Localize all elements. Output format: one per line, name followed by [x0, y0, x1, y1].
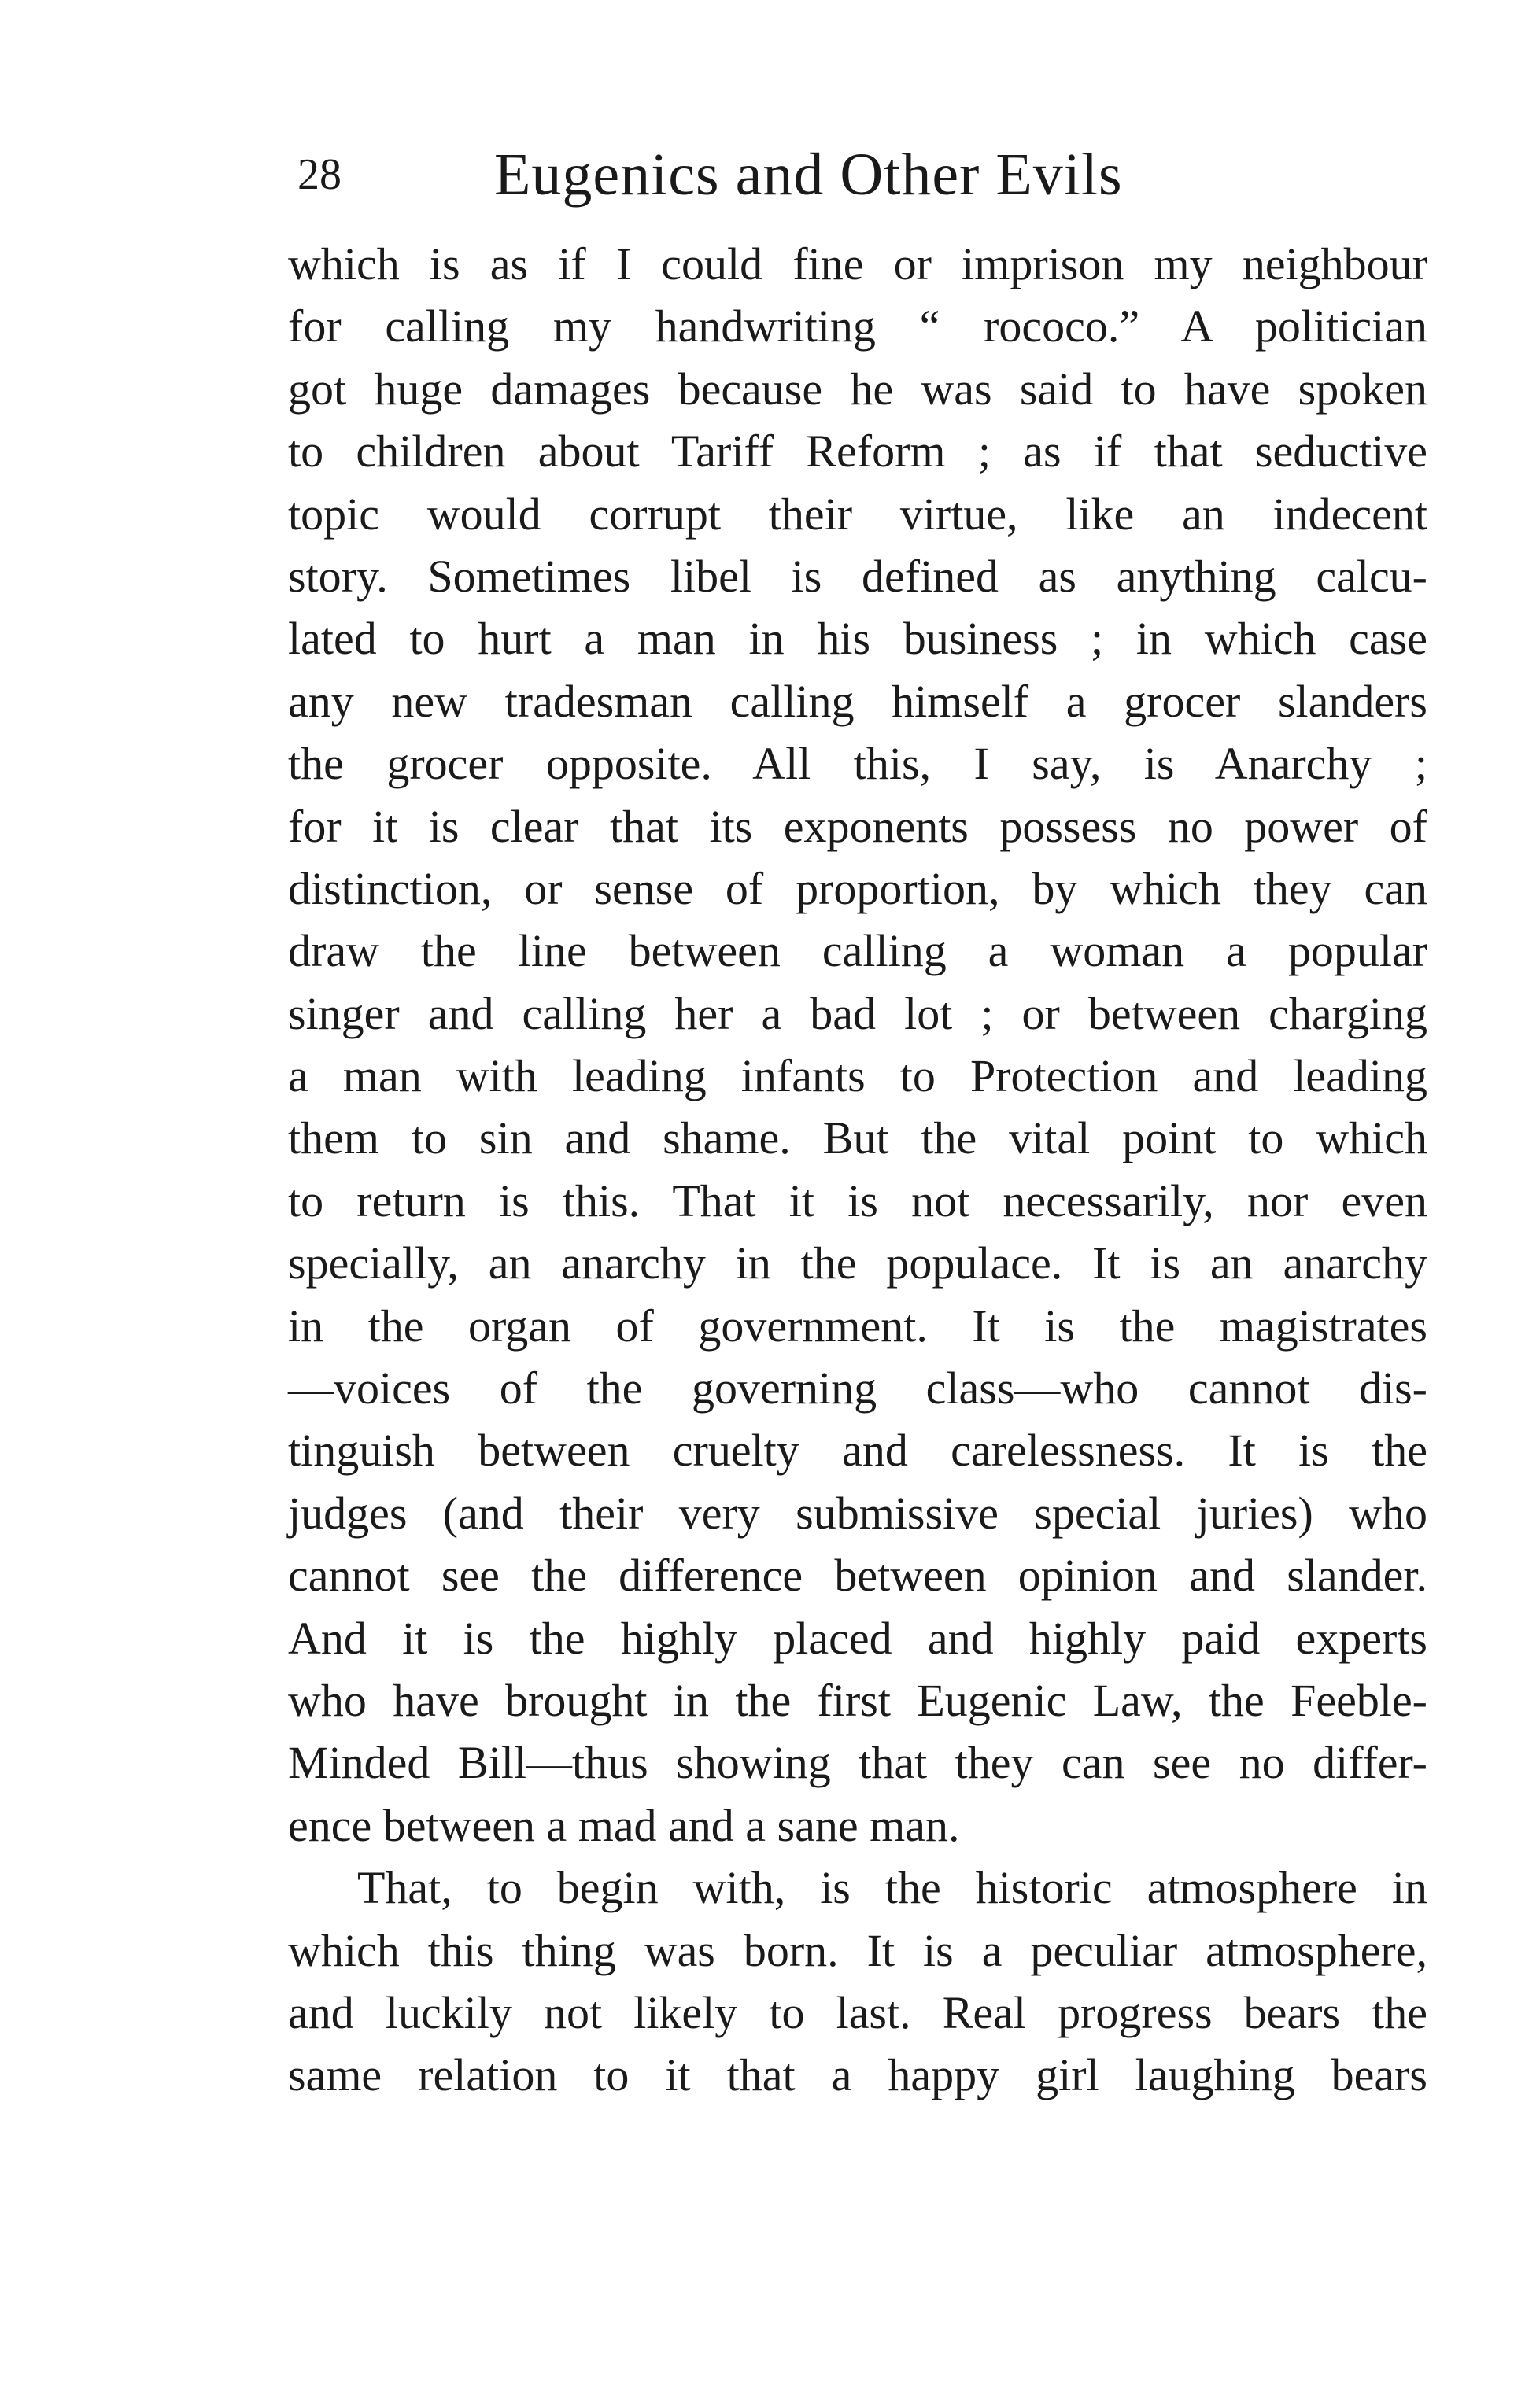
text-line: same relation to it that a happy girl laughing bears — [288, 2049, 1427, 2101]
text-line: judges (and their very submissive special juries) who — [288, 1487, 1427, 1539]
text-line: singer and calling her a bad lot ; or between charging — [288, 987, 1427, 1039]
text-line: who have brought in the first Eugenic Law, the Feeble- — [288, 1674, 1427, 1726]
text-line: That, to begin with, is the historic atmosphere in — [357, 1862, 1427, 1914]
text-line: specially, an anarchy in the populace. It is an anarchy — [288, 1237, 1427, 1289]
text-line: for calling my handwriting “ rococo.” A politician — [288, 301, 1427, 352]
text-line: story. Sometimes libel is defined as anything calcu- — [288, 550, 1427, 602]
text-line: got huge damages because he was said to have spoken — [288, 363, 1427, 415]
text-line: cannot see the difference between opinion and slander. — [288, 1550, 1427, 1602]
text-line: ence between a mad and a sane man. — [288, 1799, 960, 1851]
text-line: topic would corrupt their virtue, like an indecent — [288, 488, 1427, 540]
text-line: for it is clear that its exponents possess no power of — [288, 800, 1427, 852]
text-line: a man with leading infants to Protection and leading — [288, 1050, 1427, 1102]
text-line: any new tradesman calling himself a grocer slanders — [288, 675, 1427, 727]
text-line: the grocer opposite. All this, I say, is Anarchy ; — [288, 738, 1427, 790]
paragraph-2 — [288, 1857, 1427, 2107]
paragraph-1 — [288, 233, 1427, 1857]
page-number: 28 — [297, 150, 342, 199]
text-line: lated to hurt a man in his business ; in which case — [288, 613, 1427, 665]
running-title: Eugenics and Other Evils — [494, 142, 1123, 208]
text-line: to return is this. That it is not necessarily, nor even — [288, 1174, 1427, 1226]
text-line: and luckily not likely to last. Real progress bears the — [288, 1986, 1427, 2038]
text-line: tinguish between cruelty and carelessness. It is the — [288, 1425, 1427, 1477]
text-line: draw the line between calling a woman a popular — [288, 925, 1427, 977]
text-line: in the organ of government. It is the magistrates — [288, 1300, 1427, 1352]
text-line: distinction, or sense of proportion, by which they can — [288, 862, 1427, 914]
text-line: which this thing was born. It is a peculiar atmosphere, — [288, 1924, 1427, 1976]
body-text — [288, 233, 1427, 2107]
page-header — [297, 135, 1423, 214]
text-line: —voices of the governing class—who cannot dis- — [288, 1363, 1427, 1414]
text-line: them to sin and shame. But the vital point to which — [288, 1112, 1427, 1164]
text-line: to children about Tariff Reform ; as if that seductive — [288, 426, 1427, 478]
text-line: Minded Bill—thus showing that they can see no differ- — [288, 1737, 1427, 1789]
text-line: which is as if I could fine or imprison my neighbour — [288, 238, 1427, 289]
text-line: And it is the highly placed and highly paid experts — [288, 1612, 1427, 1664]
